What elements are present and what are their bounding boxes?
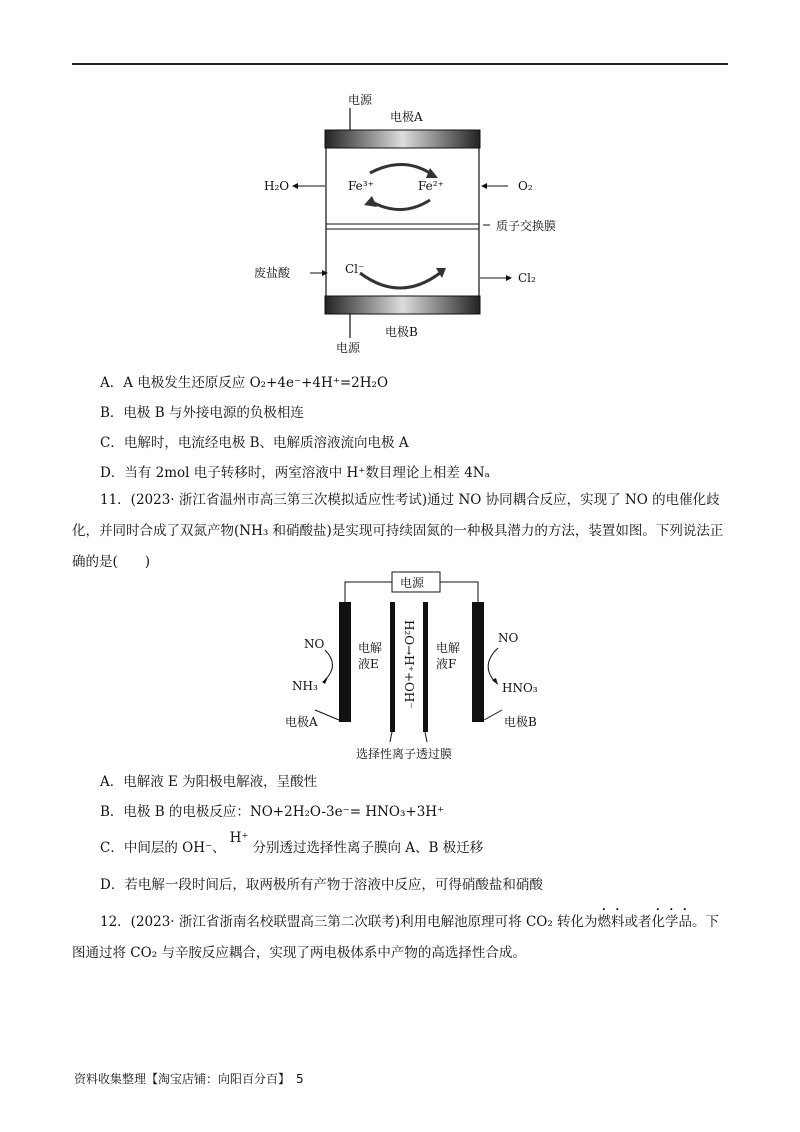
q11-option-c-pre: C．中间层的 OH⁻、 [100,840,226,856]
q11-option-c [100,830,484,858]
electrode-b-bar [472,602,484,722]
water-split-label: H₂O→H⁺+OH⁻ [402,620,416,709]
power-label-top: 电源 [348,93,373,107]
h2o-label: H₂O [264,179,290,193]
q11-option-b: B．电极 B 的电极反应：NO+2H₂O-3e⁻= HNO₃+3H⁺ [100,804,445,820]
nh3-label: NH₃ [292,679,318,693]
page-footer: 资料收集整理【淘宝店铺：向阳百分百】 5 [74,1072,304,1086]
power-label: 电源 [400,576,425,590]
fe2-label: Fe²⁺ [418,179,444,193]
cl2-label: Cl₂ [518,271,536,285]
q11-option-c-ion: H⁺ [229,830,249,846]
q10-option-b: B．电极 B 与外接电源的负极相连 [100,405,304,421]
q12-emphasis-fuel: 燃料 [597,914,625,930]
electrode-a-label: 电极A [390,110,423,124]
ion-membrane-label: 选择性离子透过膜 [356,747,453,761]
q12-stem [72,906,728,969]
o2-label: O₂ [518,179,533,193]
cl-minus-label: Cl⁻ [345,262,365,276]
no-right-label: NO [498,631,519,645]
power-label-bottom: 电源 [336,341,361,355]
electrode-a-plate [325,130,480,148]
electrolyte-f-line1: 电解 [436,641,461,655]
electrolyte-f-line2: 液F [436,657,457,671]
electrode-b-label: 电极B [504,715,537,729]
electrode-a-bar [339,602,351,722]
electrolyte-e-line1: 电解 [358,641,383,655]
electrode-b-plate [325,296,480,314]
q12-text-mid: 或者 [624,914,652,930]
membrane-label: 质子交换膜 [496,219,557,233]
electrolysis-diagram-1 [240,88,580,358]
fe3-label: Fe³⁺ [348,179,374,193]
electrode-b-label: 电极B [385,325,418,339]
q10-option-c: C．电解时，电流经电极 B、电解质溶液流向电极 A [100,435,409,451]
waste-acid-label: 废盐酸 [254,266,291,280]
electrolysis-diagram-2 [270,570,560,765]
header-rule [72,63,728,65]
q11-option-c-post: 分别透过选择性离子膜向 A、B 极迁移 [252,840,484,856]
q11-option-a: A．电解液 E 为阳极电解液，呈酸性 [100,774,318,790]
q12-text-post: 。下图通过将 CO₂ 与辛胺反应耦合，实现了两电极体系中产物的高选择性合成。 [72,914,720,961]
q10-option-a: A．A 电极发生还原反应 O₂+4e⁻+4H⁺=2H₂O [100,375,389,391]
electrolyte-e-line2: 液E [358,657,379,671]
q12-emphasis-chemicals: 化学品 [651,914,693,930]
no-left-label: NO [304,637,325,651]
hno3-label: HNO₃ [502,681,538,695]
q11-option-d: D．若电解一段时间后，取两极所有产物于溶液中反应，可得硝酸盐和硝酸 [100,877,543,893]
q11-stem: 11．(2023· 浙江省温州市高三第三次模拟适应性考试)通过 NO 协同耦合反应，实现了 NO 的电催化歧化，并同时合成了双氮产物(NH₃ 和硝酸盐)是实现可持续固氮的一种极具潜力的方法，装置如图。下列说法正确的是( ) [72,492,724,570]
electrode-a-label: 电极A [285,715,318,729]
q12-text-pre: 12．(2023· 浙江省浙南名校联盟高三第二次联考)利用电解池原理可将 CO₂ 转化为 [100,914,598,930]
q10-option-d: D．当有 2mol 电子转移时，两室溶液中 H⁺数目理论上相差 4Nₐ [100,465,490,481]
